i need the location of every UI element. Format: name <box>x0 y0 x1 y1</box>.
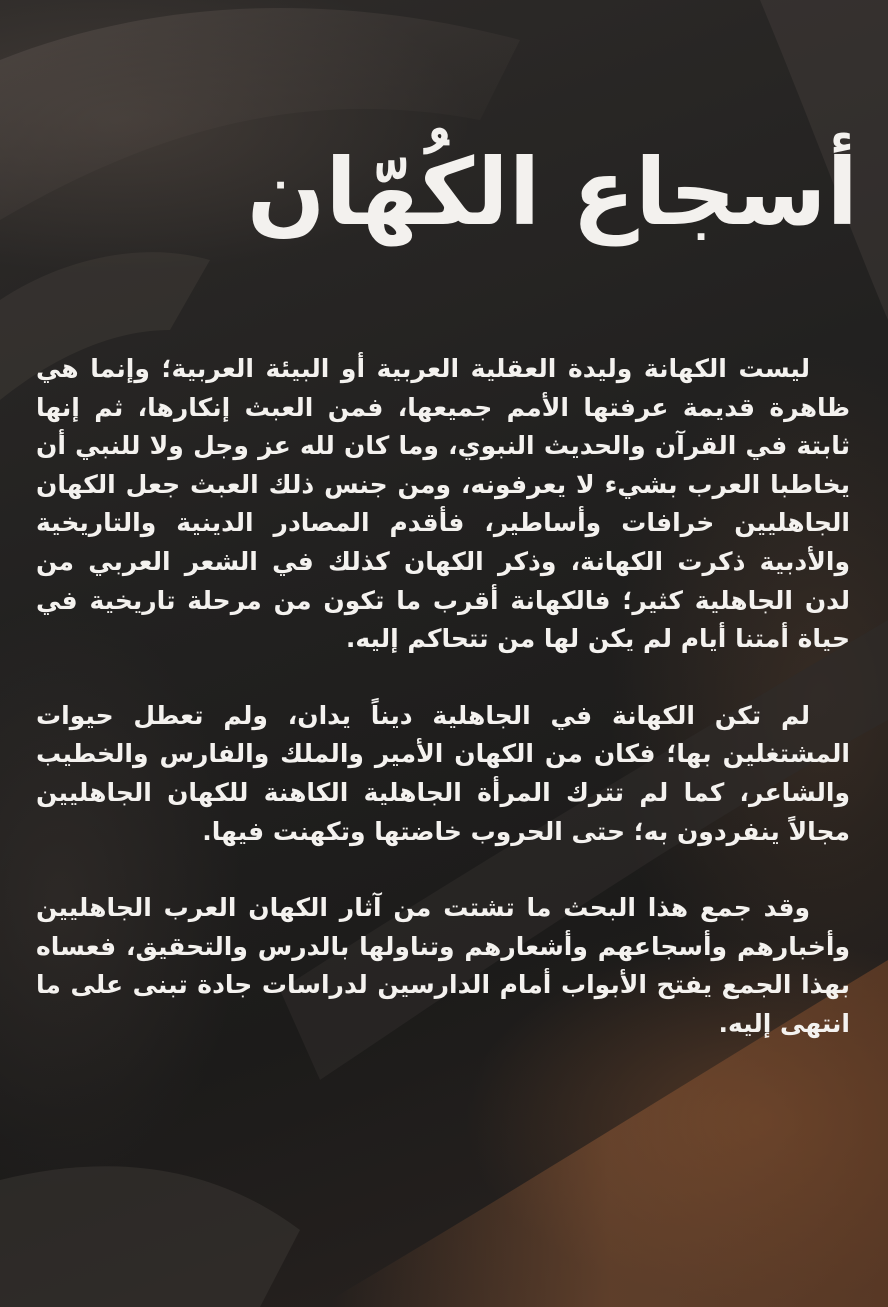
blurb-paragraph-1: ليست الكهانة وليدة العقلية العربية أو البيئة العربية؛ وإنما هي ظاهرة قديمة عرفتها الأمم جميعها، فمن العبث إنكارها، ثم إنها ثابتة في القرآن والحديث النبوي، وما كان لله عز وجل ولا للنبي أن يخاطبا العرب بشيء لا يعرفونه، ومن جنس ذلك العبث جعل الكهان الجاهليين خرافات وأساطير، فأقدم المصادر الدينية والتاريخية والأدبية ذكرت الكهانة، وذكر الكهان كذلك في الشعر العربي من لدن الجاهلية كثير؛ فالكهانة أقرب ما تكون من مرحلة تاريخية في حياة أمتنا أيام لم يكن لها من تتحاكم إليه. <box>36 354 850 654</box>
brush-stroke-lower-left <box>0 1166 300 1307</box>
blurb-text <box>36 350 850 1082</box>
blurb-paragraph-2: لم تكن الكهانة في الجاهلية ديناً يدان، ولم تعطل حيوات المشتغلين بها؛ فكان من الكهان الأمير والملك والفارس والخطيب والشاعر، كما لم تترك المرأة الجاهلية الكاهنة للكهان الجاهليين مجالاً ينفردون به؛ حتى الحروب خاضتها وتكهنت فيها. <box>36 700 850 846</box>
blurb-paragraph-3: وقد جمع هذا البحث ما تشتت من آثار الكهان العرب الجاهليين وأخبارهم وأسجاعهم وأشعارهم وتناولها بالدرس والتحقيق، فعساه بهذا الجمع يفتح الأبواب أمام الدارسين لدراسات جادة تبنى على ما انتهى إليه. <box>36 893 850 1038</box>
book-title: أسجاع الكُهّان <box>246 139 858 246</box>
